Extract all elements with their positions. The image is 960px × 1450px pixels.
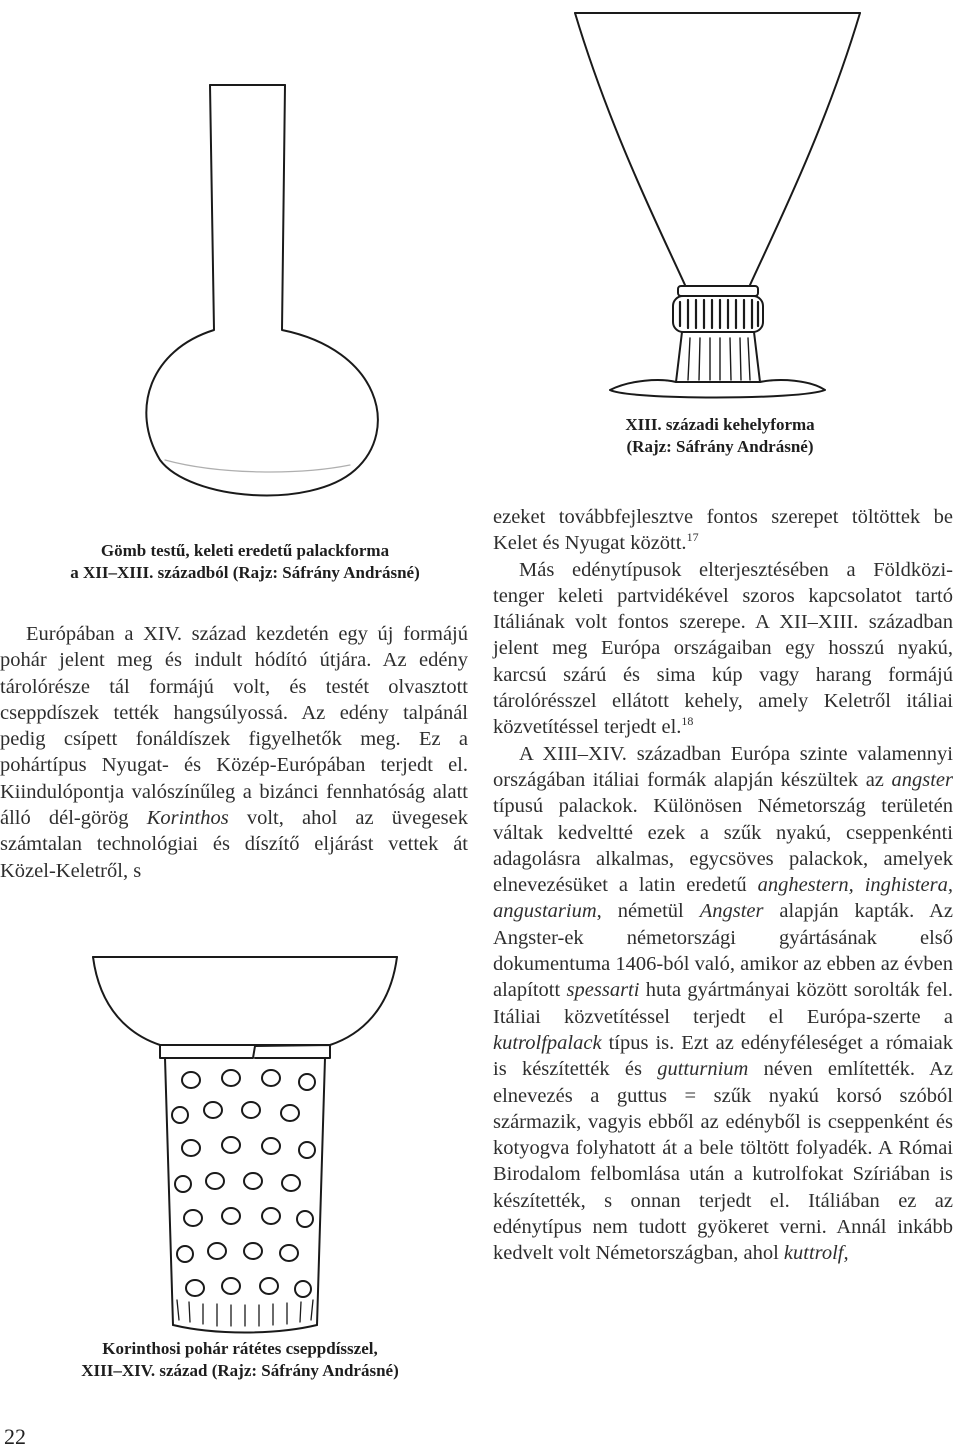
text-run: , németül [596, 900, 700, 923]
italic-term: spessarti [566, 979, 640, 1002]
text-run: A XIII–XIV. században Európa szinte valamennyi országában itáliai formák alapján készültek az [493, 742, 953, 791]
text-run: típus is. Ezt az edényféleséget a rómaiak is készítették és [493, 1031, 953, 1081]
text-run: Európában a XIV. század kezdetén egy új formájú pohár jelent meg és indult hódító útjára. Az edény tárolórésze tál formájú volt, és testét olvasztott cseppdíszek tették hangsúlyossá. Az edény talpánál pedig csípett fonáldíszek figyelhetők meg. Ez a pohártípus Nyugat- és Közép-Európában terjedt el. Kiindulópontja valószínűleg a bizánci fennhatóság alatt álló dél-görög [0, 623, 468, 830]
italic-term: kutrolfpalack [493, 1031, 602, 1054]
prunted-beaker-drawing-icon [85, 950, 405, 1340]
right-text-column [493, 504, 953, 1267]
italic-term: anghestern, inghistera, angustarium [493, 874, 953, 923]
bottle-caption-line2: a XII–XIII. századból (Rajz: Sáfrány Andrásné) [70, 563, 420, 582]
chalice-drawing-icon [570, 10, 870, 410]
bottle-caption-line1: Gömb testű, keleti eredetű palackforma [100, 541, 390, 560]
chalice-caption-line2: (Rajz: Sáfrány Andrásné) [626, 437, 814, 456]
chalice-caption-line1: XIII. századi kehelyforma [625, 415, 815, 434]
text-run: típusú palackok. Különösen Németország területén váltak kedveltté ezek a szűk nyakú, cseppenkénti adagolásra alkalmas, egycsöves palackok, amelyek elnevezésüket a latin eredetű [493, 795, 953, 897]
text-run: Más edénytípusok elterjesztésében a Földközi-tenger keleti partvidékével szoros kapcsolatot tartó Itáliának volt fontos szerepe. A XII–XIII. században jelent meg Európa országaiban egy hosszú nyakú, karcsú szárú és sima kúp vagy harang formájú tárolórésszel ellátott kehely, amely Keletről itáliai közvetítéssel terjedt el. [493, 558, 953, 739]
text-run: néven említették. Az elnevezés a guttus = szűk nyakú korsó szóból származik, vagyis ebből az edényből is cseppenként és kotyogva folyhatott át a bele töltött folyadék. A Római Birodalom felbomlása után a kutrolfokat Szíriában is készítették, s onnan terjedt el. Itáliában ez az edénytípus nem tudott gyökeret verni. Annál inkább kedvelt volt Németországban, ahol [493, 1058, 953, 1265]
footnote-ref[interactable]: 17 [686, 530, 699, 545]
left-text-column [0, 621, 468, 884]
beaker-caption [60, 1338, 420, 1382]
beaker-caption-line2: XIII–XIV. század (Rajz: Sáfrány Andrásné) [81, 1361, 399, 1380]
footnote-ref[interactable]: 18 [681, 714, 694, 729]
bottle-caption [60, 540, 430, 584]
right-paragraph-1 [493, 557, 953, 741]
beaker-caption-line1: Korinthosi pohár rátétes cseppdísszel, [102, 1339, 378, 1358]
text-run: ezeket továbbfejlesztve fontos szerepet töltöttek be Kelet és Nyugat között. [493, 506, 953, 555]
left-paragraph-1 [0, 621, 468, 884]
italic-term: Korinthos [146, 807, 229, 830]
spherical-bottle-drawing-icon [110, 80, 510, 500]
italic-term: Angster [699, 900, 764, 923]
italic-term: kuttrolf, [783, 1242, 849, 1265]
italic-term: angster [891, 768, 953, 791]
text-run: huta gyártmányai között sorolták fel. Itáliai közvetítéssel terjedt el Európa-szerte a [493, 979, 953, 1028]
text-run: alapján kapták. Az Angster-ek németországi gyártásának első dokumentuma 1406-ból való, amikor az ebben az évben alapított [493, 900, 953, 1002]
chalice-caption [570, 414, 870, 458]
right-paragraph-0 [493, 504, 953, 557]
text-run: volt, ahol az üvegesek számtalan technológiai és díszítő eljárást vettek át Közel-Keletről, s [0, 807, 468, 882]
italic-term: gutturnium [657, 1058, 749, 1081]
page-number: 22 [4, 1424, 26, 1449]
right-paragraph-2 [493, 741, 953, 1267]
